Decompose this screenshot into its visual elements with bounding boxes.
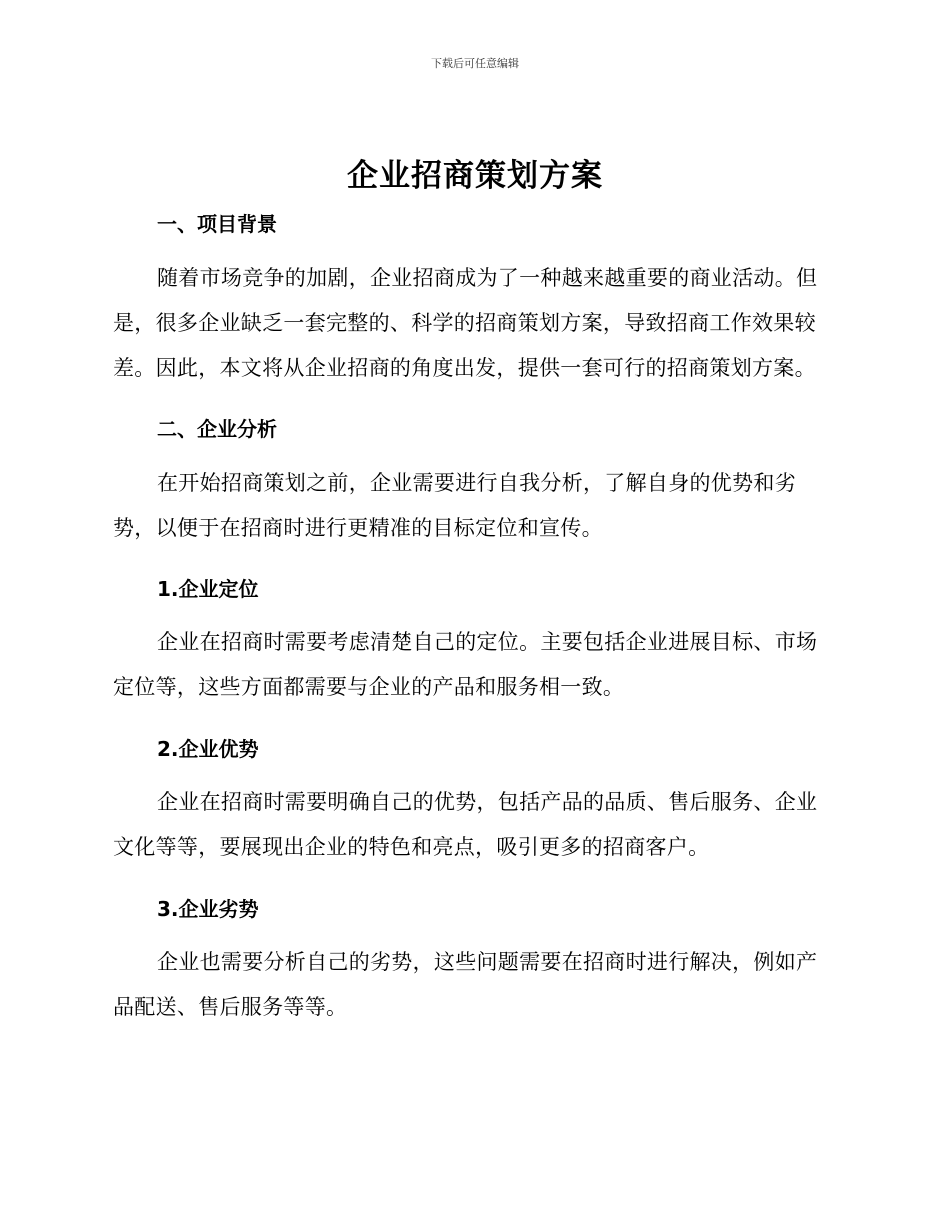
- section-paragraph-weaknesses: 企业也需要分析自己的劣势，这些问题需要在招商时进行解决，例如产品配送、售后服务等等。: [113, 950, 818, 1019]
- page-header-note: 下载后可任意编辑: [431, 57, 519, 70]
- section-heading-weaknesses: 3.企业劣势: [157, 897, 259, 921]
- section-heading-company-analysis: 二、企业分析: [157, 417, 277, 441]
- document-title: 企业招商策划方案: [347, 158, 603, 194]
- section-paragraph-project-background: 随着市场竞争的加剧，企业招商成为了一种越来越重要的商业活动。但是，很多企业缺乏一套完整的、科学的招商策划方案，导致招商工作效果较差。因此，本文将从企业招商的角度出发，提供一套可行的招商策划方案。: [113, 266, 818, 380]
- section-paragraph-positioning: 企业在招商时需要考虑清楚自己的定位。主要包括企业进展目标、市场定位等，这些方面都需要与企业的产品和服务相一致。: [113, 630, 818, 699]
- section-paragraph-strengths: 企业在招商时需要明确自己的优势，包括产品的品质、售后服务、企业文化等等，要展现出企业的特色和亮点，吸引更多的招商客户。: [113, 790, 818, 859]
- section-heading-project-background: 一、项目背景: [157, 212, 277, 236]
- section-paragraph-company-analysis: 在开始招商策划之前，企业需要进行自我分析，了解自身的优势和劣势，以便于在招商时进行更精准的目标定位和宣传。: [113, 471, 796, 540]
- section-heading-strengths: 2.企业优势: [157, 737, 259, 761]
- section-heading-positioning: 1.企业定位: [157, 577, 259, 601]
